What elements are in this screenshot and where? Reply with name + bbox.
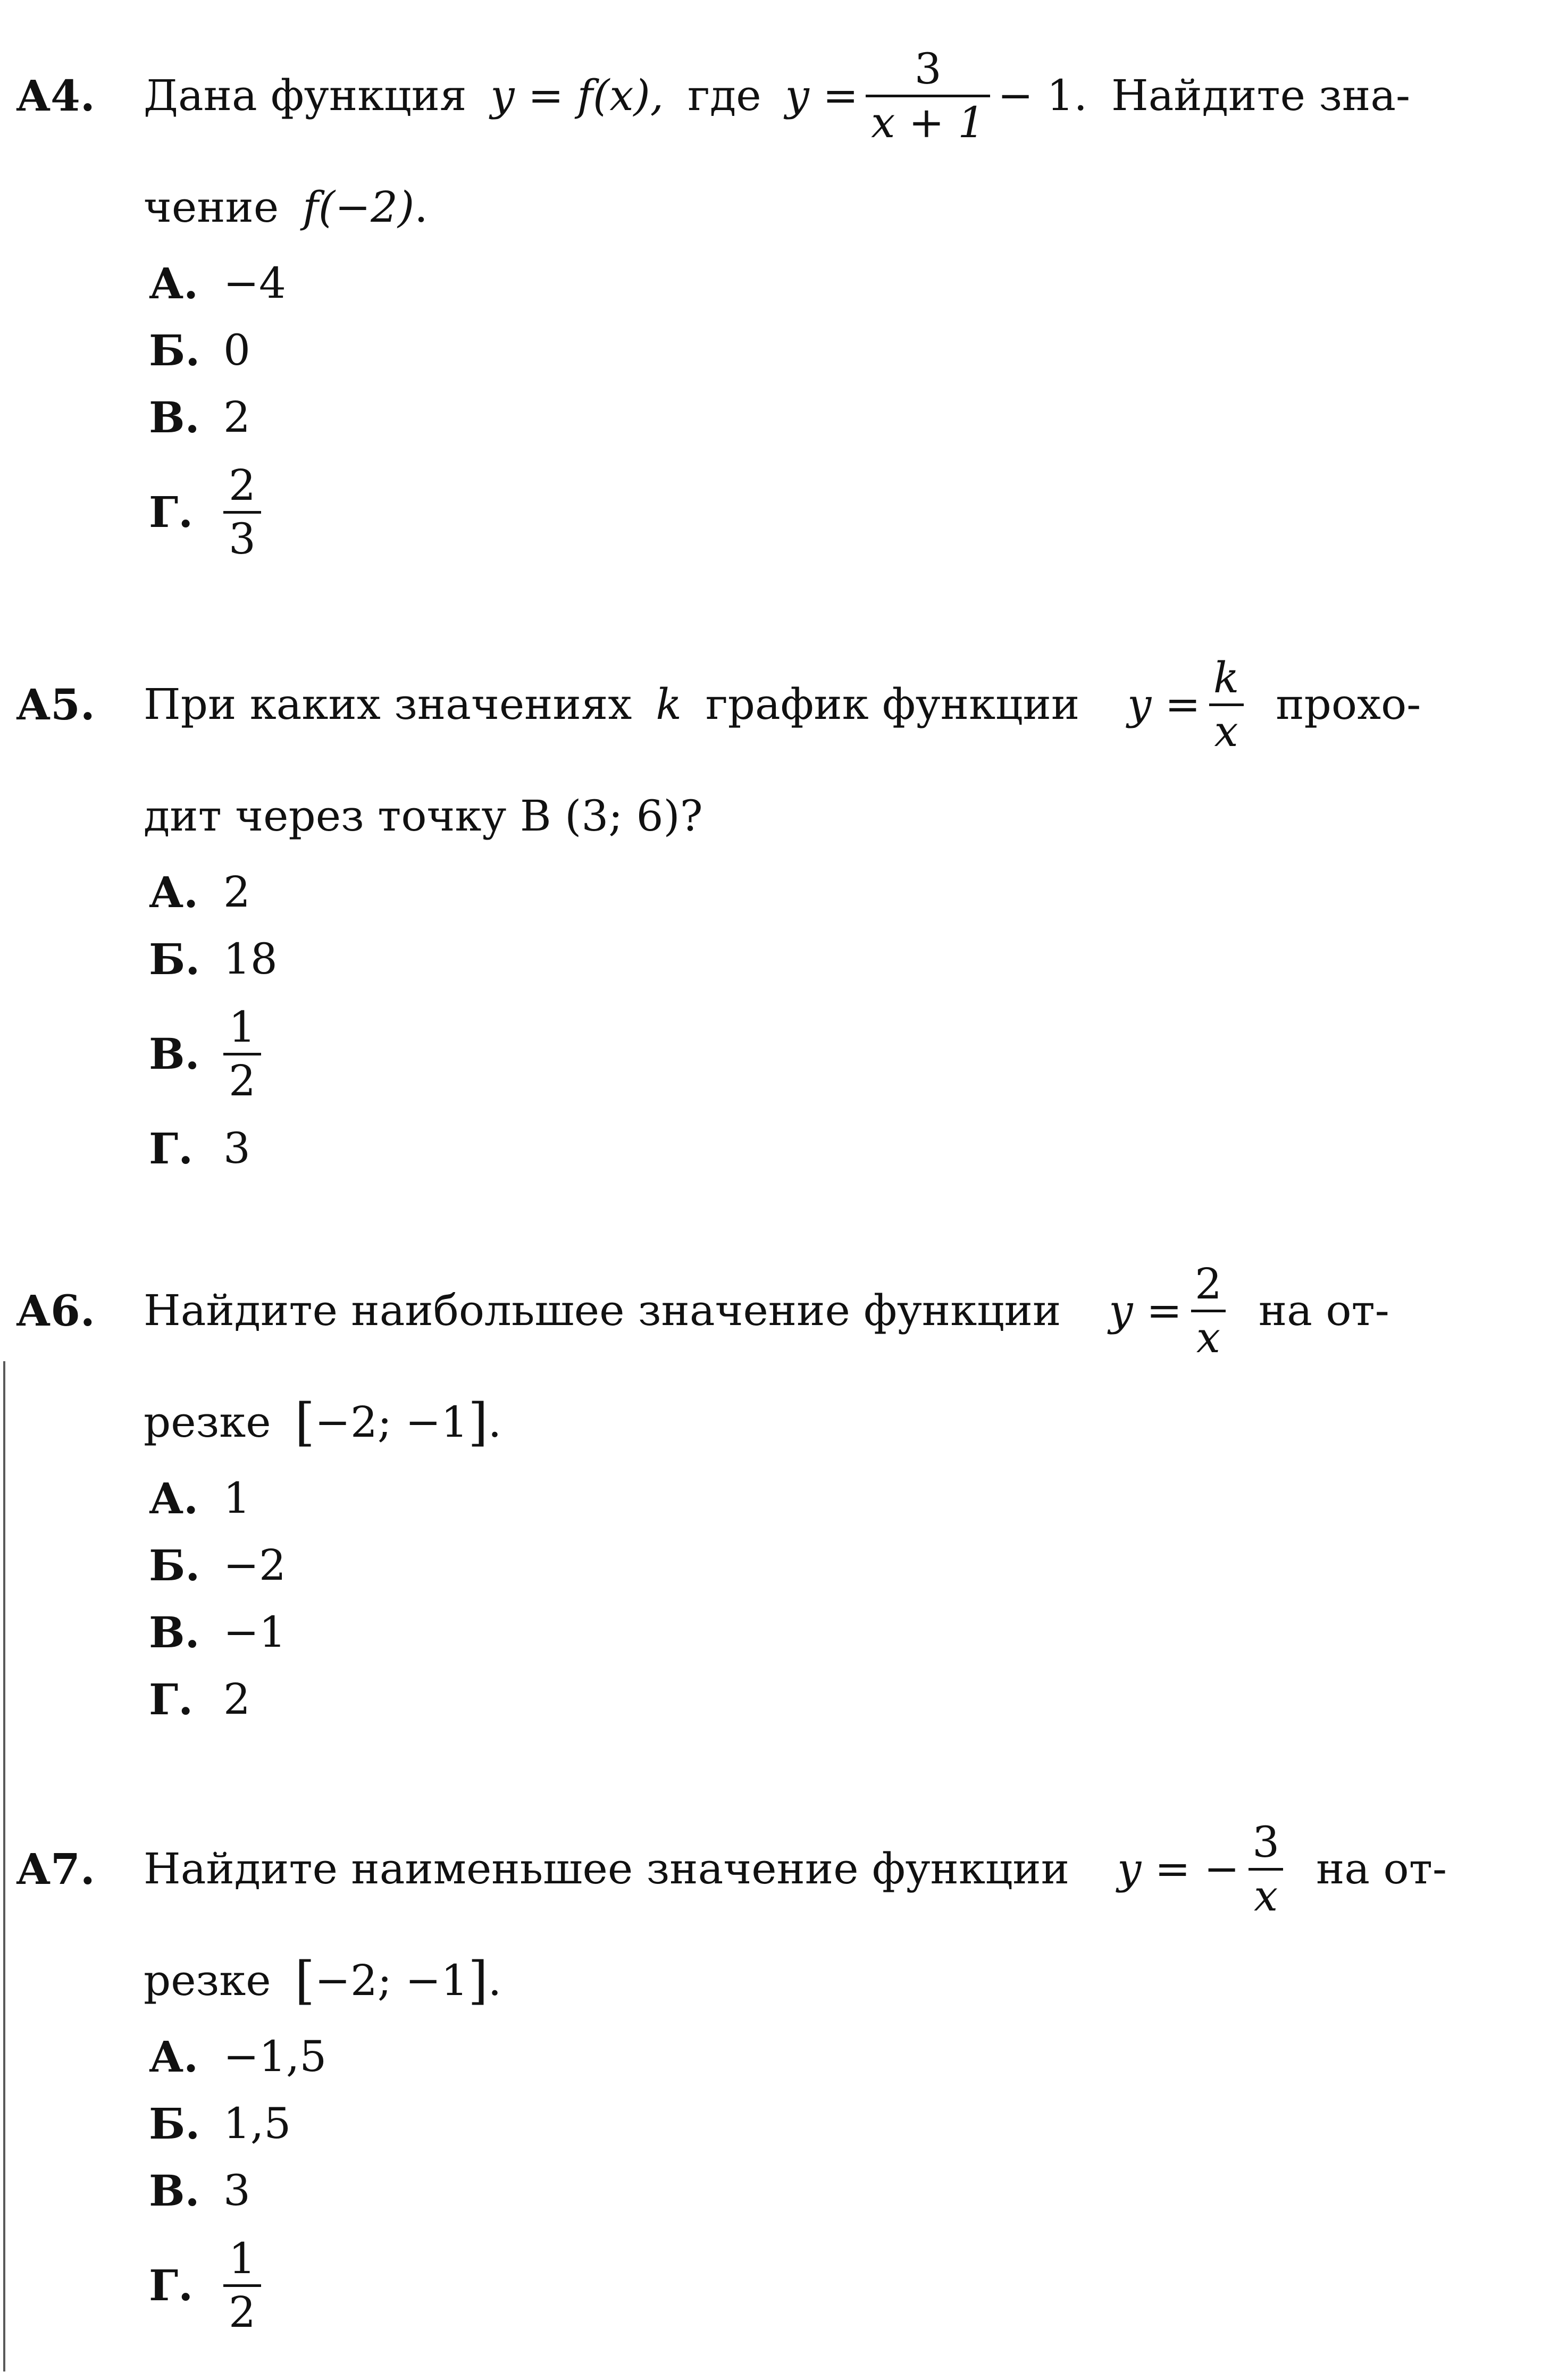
fraction-numerator: 2: [1194, 1259, 1222, 1309]
answer-options: [16, 250, 1505, 573]
answer-option-b[interactable]: [149, 317, 1505, 384]
option-letter: В.: [149, 1607, 200, 1657]
equation-tail: − 1.: [998, 71, 1087, 120]
option-letter: А.: [149, 258, 199, 308]
variable: k: [656, 680, 682, 729]
fraction-denominator: x: [1191, 1310, 1226, 1359]
function-expression: f(−2): [303, 182, 415, 232]
option-value: −1: [223, 1607, 286, 1657]
option-letter: А.: [149, 867, 199, 917]
option-letter: А.: [149, 1473, 199, 1523]
equation-lhs: y =: [785, 71, 859, 120]
problem-number: А5.: [16, 680, 95, 730]
statement-text: на от-: [1258, 1286, 1389, 1335]
fraction-denominator: 3: [223, 511, 261, 560]
statement-text: резке: [144, 1397, 271, 1447]
option-letter: В.: [149, 1029, 200, 1079]
option-letter: Г.: [149, 1124, 194, 1174]
option-value: −4: [223, 258, 286, 308]
problem-statement-line-1: [16, 21, 1505, 170]
option-value: 2: [223, 1674, 250, 1724]
fraction-numerator: 1: [229, 2233, 256, 2283]
answer-option-b[interactable]: [149, 2090, 1505, 2157]
problem-statement-line-1: [16, 1795, 1505, 1943]
problem-statement-line-2: [16, 1951, 1505, 2010]
answer-option-g[interactable]: [149, 1115, 1505, 1182]
statement-text: Дана функция: [144, 71, 467, 120]
fraction-numerator: 1: [229, 1002, 256, 1052]
answer-option-g[interactable]: [149, 451, 1505, 573]
option-value: 0: [223, 325, 250, 375]
problem-number: А6.: [16, 1286, 95, 1336]
problem-number: А4.: [16, 71, 95, 121]
answer-option-a[interactable]: [149, 250, 1505, 317]
fraction: [866, 44, 990, 147]
fraction: [1189, 1259, 1227, 1362]
fraction-denominator: 2: [223, 2284, 261, 2334]
answer-option-v[interactable]: [149, 2157, 1505, 2224]
option-value: −1,5: [223, 2032, 327, 2081]
problem-a7: [16, 1795, 1505, 2347]
option-value: 1,5: [223, 2099, 291, 2148]
answer-option-a[interactable]: [149, 2023, 1505, 2090]
answer-options: [16, 859, 1505, 1182]
answer-option-a[interactable]: [149, 1465, 1505, 1532]
fraction: [1208, 652, 1244, 756]
answer-options: [16, 1465, 1505, 1733]
option-letter: Г.: [149, 1674, 194, 1724]
problem-a6: [16, 1236, 1505, 1733]
problem-statement-line-2: [16, 1393, 1505, 1452]
statement-punctuation: .: [414, 182, 428, 232]
option-value: 3: [223, 1124, 250, 1173]
statement-text: Найдите наибольшее значение функции: [144, 1286, 1061, 1335]
equation-lhs: y =: [1109, 1286, 1182, 1335]
statement-text: на от-: [1316, 1844, 1447, 1893]
statement-punctuation: .: [488, 1956, 502, 2005]
statement-text: Найдите наименьшее значение функции: [144, 1844, 1070, 1893]
fraction-denominator: 2: [223, 1053, 261, 1102]
fraction-numerator: 3: [914, 44, 942, 94]
option-letter: Б.: [149, 325, 200, 375]
function-notation: y = f(x),: [490, 71, 664, 120]
option-letter: Г.: [149, 2260, 194, 2310]
statement-text: где: [688, 71, 761, 120]
option-value: 2: [223, 392, 250, 442]
statement-text: Найдите зна-: [1111, 71, 1411, 120]
fraction-denominator: x: [1209, 703, 1244, 753]
option-letter: Б.: [149, 1540, 200, 1590]
option-fraction: [223, 2233, 261, 2337]
answer-option-v[interactable]: [149, 384, 1505, 451]
interval-bounds: −2; −1: [314, 1956, 468, 2005]
statement-text: график функции: [705, 680, 1080, 729]
problem-statement-line-2: [16, 790, 1505, 843]
fraction-numerator: k: [1213, 652, 1239, 702]
problem-statement-line-1: [16, 1236, 1505, 1385]
option-value: −2: [223, 1540, 286, 1590]
option-fraction: [223, 460, 261, 564]
answer-option-b[interactable]: [149, 1532, 1505, 1599]
answer-options: [16, 2023, 1505, 2347]
answer-option-v[interactable]: [149, 1599, 1505, 1666]
option-letter: В.: [149, 392, 200, 442]
fraction: [1247, 1817, 1285, 1921]
option-letter: Г.: [149, 487, 194, 537]
interval-bracket-close: ]: [468, 1951, 488, 2010]
interval-bracket-open: [: [295, 1951, 315, 2010]
statement-punctuation: .: [488, 1397, 502, 1447]
option-value: 18: [223, 934, 278, 984]
problem-a5: [16, 630, 1505, 1182]
option-value: 1: [223, 1473, 250, 1523]
equation-lhs: y =: [1127, 680, 1201, 729]
answer-option-g[interactable]: [149, 1666, 1505, 1733]
answer-option-b[interactable]: [149, 926, 1505, 993]
option-letter: А.: [149, 2032, 199, 2082]
equation-lhs: y = −: [1117, 1844, 1240, 1893]
statement-text: дит через точку В (3; 6)?: [144, 791, 703, 841]
statement-text: резке: [144, 1956, 271, 2005]
option-value: 3: [223, 2166, 250, 2215]
statement-text: При каких значениях: [144, 680, 632, 729]
answer-option-a[interactable]: [149, 859, 1505, 926]
interval-bounds: −2; −1: [314, 1397, 468, 1447]
problem-number: А7.: [16, 1844, 95, 1894]
answer-option-g[interactable]: [149, 2224, 1505, 2347]
option-letter: Б.: [149, 2099, 200, 2149]
option-letter: В.: [149, 2166, 200, 2216]
option-value: 2: [223, 867, 250, 917]
statement-text: прохо-: [1276, 680, 1421, 729]
option-letter: Б.: [149, 934, 200, 984]
page-edge-line: [3, 1361, 5, 2371]
statement-text: чение: [144, 182, 279, 232]
option-fraction: [223, 1002, 261, 1105]
answer-option-v[interactable]: [149, 993, 1505, 1115]
problem-statement-line-2: [16, 181, 1505, 234]
fraction-denominator: x + 1: [866, 95, 990, 144]
fraction-numerator: 2: [229, 460, 256, 510]
problem-a4: [16, 21, 1505, 573]
interval-bracket-close: ]: [468, 1393, 488, 1452]
interval-bracket-open: [: [295, 1393, 315, 1452]
fraction-numerator: 3: [1252, 1817, 1280, 1867]
problem-statement-line-1: [16, 630, 1505, 779]
fraction-denominator: x: [1249, 1868, 1283, 1917]
